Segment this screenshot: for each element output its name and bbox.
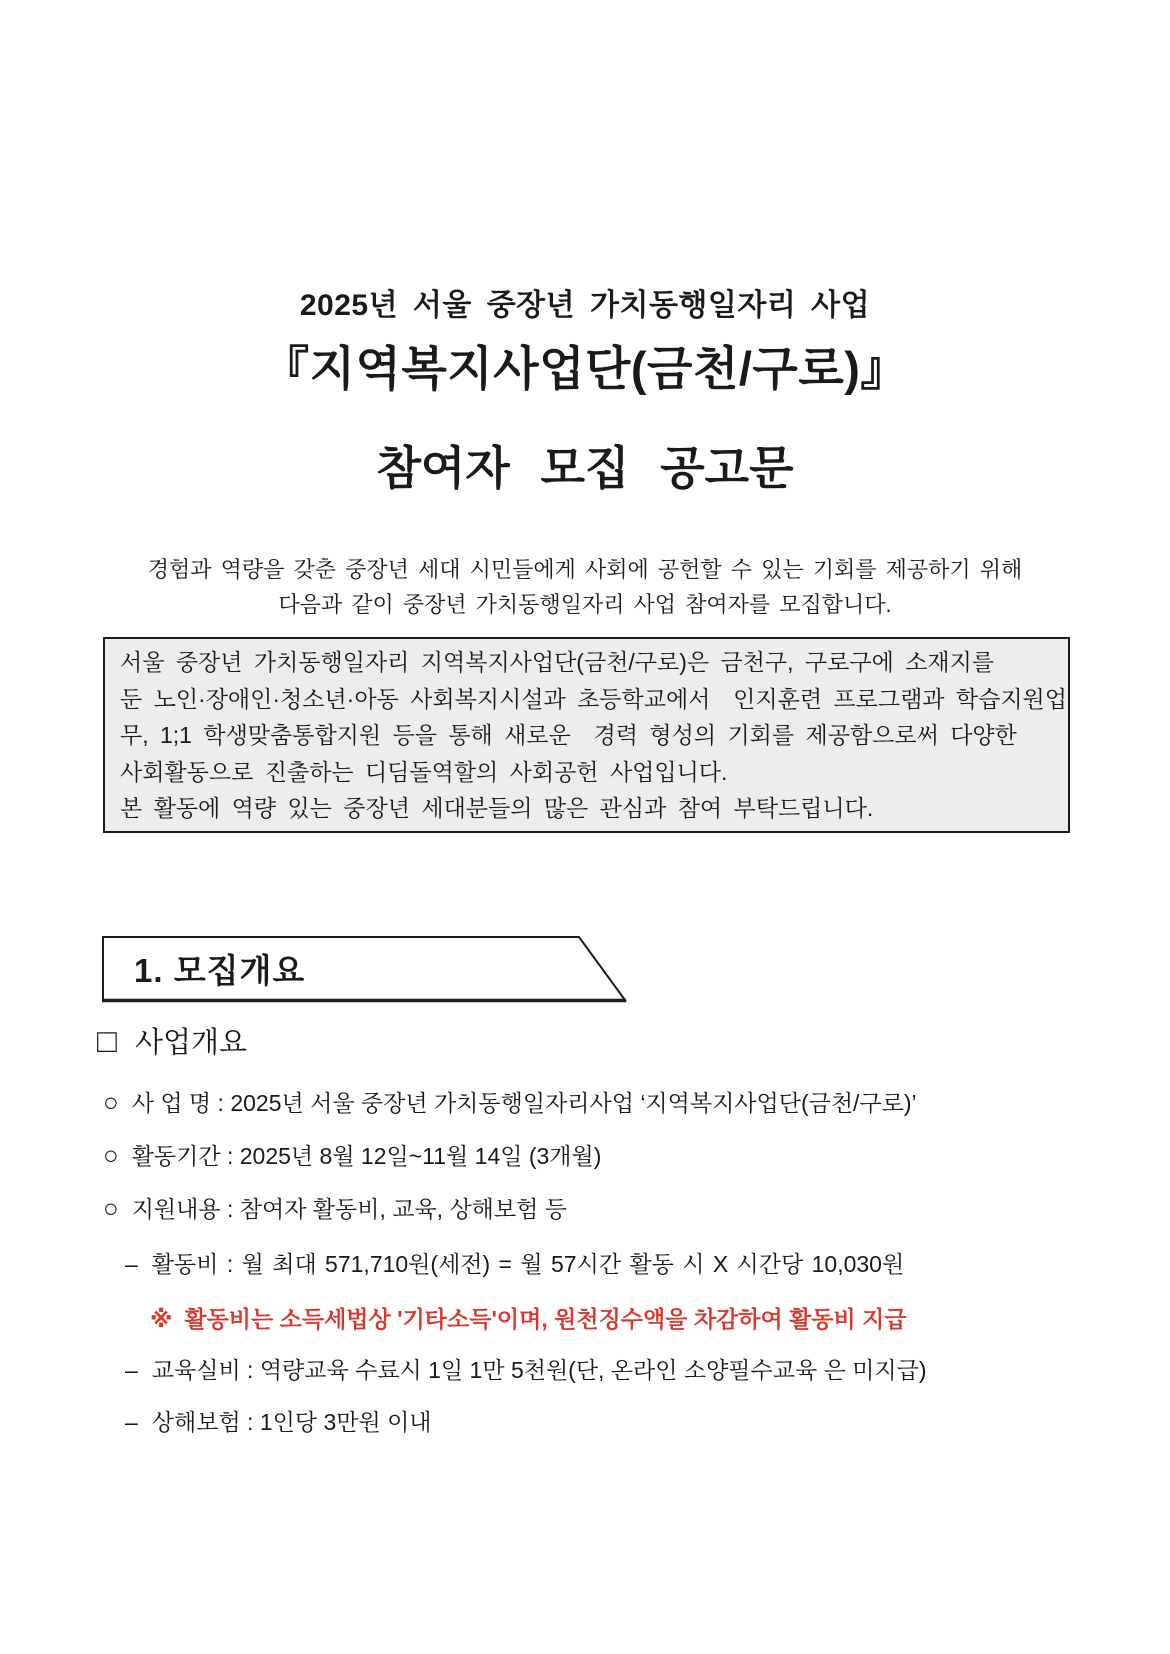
doc-title: 『지역복지사업단(금천/구로)』 [262,342,908,395]
list-item-business-name-text: 사 업 명 : 2025년 서울 중장년 가치동행일자리사업 ‘지역복지사업단(금천/구로)’ [131,1090,917,1116]
circle-bullet-icon: ○ [103,1140,119,1170]
reference-mark-icon: ※ [150,1306,173,1332]
section-banner-label: 1. 모집개요 [134,951,306,989]
list-item-activity-period [103,1138,601,1171]
square-bullet-icon: □ [97,1022,117,1059]
doc-heading: 참여자 모집 공고문 [376,442,794,494]
list-item-activity-period-text: 활동기간 : 2025년 8월 12일~11월 14일 (3개월) [131,1143,602,1169]
doc-subtitle: 2025년 서울 중장년 가치동행일자리 사업 [299,289,871,322]
dash-bullet: – [125,1251,138,1277]
circle-bullet-icon: ○ [103,1087,119,1117]
list-item-support-content [103,1191,567,1224]
summary-line-2: 둔 노인·장애인·청소년·아동 사회복지시설과 초등학교에서 인지훈련 프로그램과 학습지원업 [120,685,1067,712]
sub-item-activity-fee-text: 활동비 : 월 최대 571,710원(세전) = 월 57시간 활동 시 X 시간당 10,030원 [151,1251,905,1277]
summary-line-5: 본 활동에 역량 있는 중장년 세대분들의 많은 관심과 참여 부탁드립니다. [120,795,874,821]
dash-bullet: – [125,1409,138,1435]
sub-item-insurance [125,1404,432,1437]
list-item-support-content-text: 지원내용 : 참여자 활동비, 교육, 상해보험 등 [131,1196,567,1222]
intro-paragraph [0,552,1170,622]
intro-line-2: 다음과 같이 중장년 가치동행일자리 사업 참여자를 모집합니다. [278,592,892,617]
summary-line-4: 사회활동으로 진출하는 디딤돌역할의 사회공헌 사업입니다. [120,758,728,785]
list-item-business-name [103,1085,917,1118]
overview-heading [97,1020,247,1061]
sub-item-education-fee-text: 교육실비 : 역량교육 수료시 1일 1만 5천원(단, 온라인 소양필수교육 은 미지급) [151,1357,927,1383]
section-banner [102,935,628,1003]
summary-line-3: 무, 1;1 학생맞춤통합지원 등을 통해 새로운 경력 형성의 기회를 제공함으로써 다양한 [120,722,1017,748]
sub-item-education-fee [125,1352,927,1385]
summary-line-1: 서울 중장년 가치동행일자리 지역복지사업단(금천/구로)은 금천구, 구로구에 소재지를 [120,649,995,675]
dash-bullet: – [125,1357,138,1383]
sub-item-activity-fee [125,1246,904,1279]
tax-note-text: 활동비는 소득세법상 '기타소득'이며, 원천징수액을 차감하여 활동비 지급 [184,1306,907,1332]
tax-note [150,1301,907,1334]
sub-item-insurance-text: 상해보험 : 1인당 3만원 이내 [151,1409,432,1435]
summary-box [103,637,1070,833]
intro-line-1: 경험과 역량을 갖춘 중장년 세대 시민들에게 사회에 공헌할 수 있는 기회를 제공하기 위해 [147,557,1023,582]
overview-heading-label: 사업개요 [134,1027,247,1059]
circle-bullet-icon: ○ [103,1193,119,1223]
